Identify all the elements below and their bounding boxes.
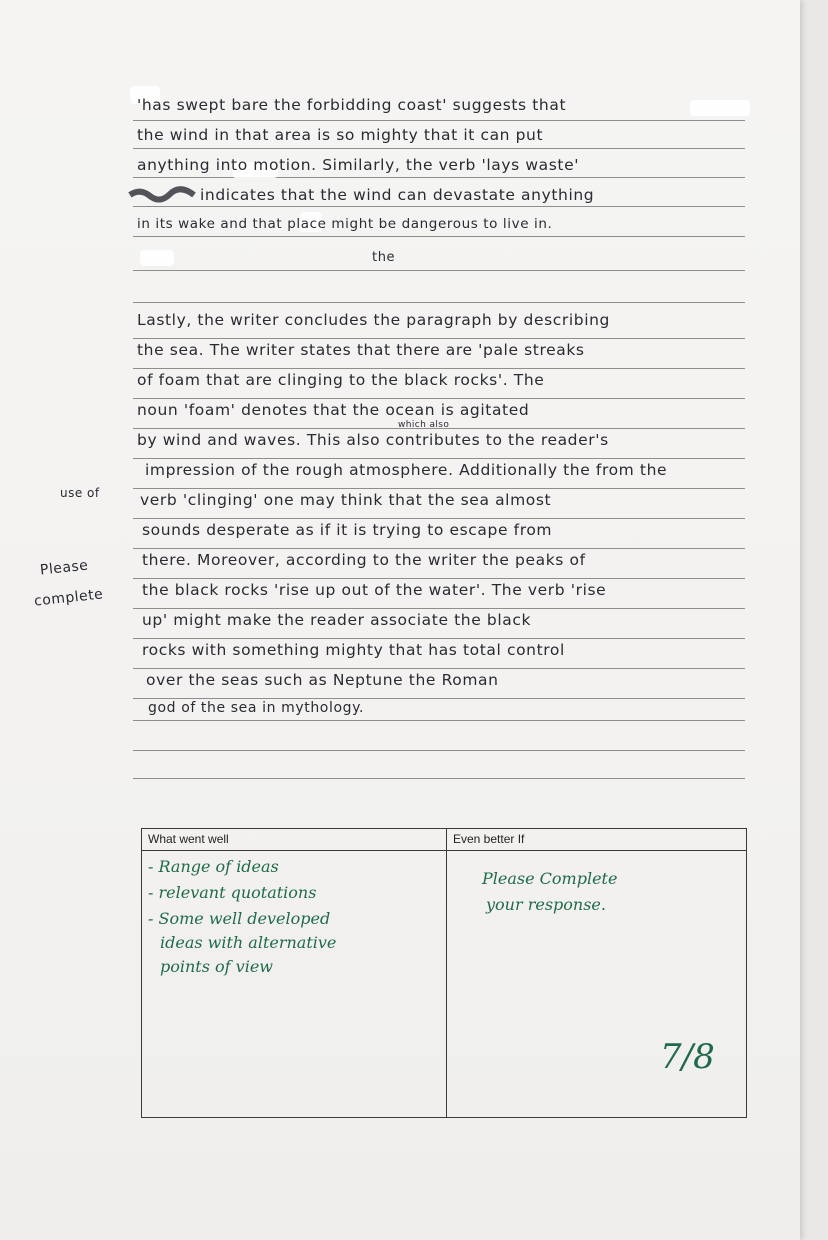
correction-fluid-patch	[690, 100, 750, 116]
essay-line: god of the sea in mythology.	[148, 700, 365, 716]
essay-line: over the seas such as Neptune the Roman	[146, 671, 499, 689]
essay-line: the wind in that area is so mighty that it can put	[137, 126, 544, 144]
essay-line: the black rocks 'rise up out of the water'. The verb 'rise	[142, 581, 607, 599]
essay-line: impression of the rough atmosphere. Additionally the from the	[145, 461, 668, 479]
column-divider	[446, 829, 447, 1117]
www-item: points of view	[160, 957, 273, 976]
essay-line: the sea. The writer states that there are 'pale streaks	[137, 341, 585, 359]
ruled-line	[133, 548, 745, 549]
essay-line: rocks with something mighty that has total control	[142, 641, 565, 659]
ruled-line	[133, 368, 745, 369]
feedback-table	[141, 828, 747, 1118]
margin-note-complete: complete	[33, 586, 105, 610]
score-mark: 7/8	[660, 1037, 715, 1077]
ruled-line	[133, 177, 745, 178]
essay-line: indicates that the wind can devastate anything	[200, 186, 595, 204]
ruled-line	[133, 578, 745, 579]
what-went-well-header: What went well	[142, 829, 446, 851]
even-better-if-header: Even better If	[447, 829, 746, 851]
essay-line: in its wake and that place might be dangerous to live in.	[137, 216, 553, 232]
essay-line: up' might make the reader associate the black	[142, 611, 532, 629]
www-item: - Range of ideas	[148, 857, 279, 876]
essay-line: sounds desperate as if it is trying to escape from	[142, 521, 553, 539]
ruled-line	[133, 488, 745, 489]
margin-note-please: Please	[39, 557, 90, 579]
crossed-out-word	[128, 186, 198, 204]
ruled-line	[133, 206, 745, 207]
ebi-item: your response.	[486, 895, 606, 914]
www-item: - relevant quotations	[148, 883, 317, 902]
ebi-item: Please Complete	[482, 869, 618, 888]
correction-fluid-patch	[140, 250, 174, 266]
www-item: - Some well developed	[148, 909, 331, 928]
essay-line: noun 'foam' denotes that the ocean is agitated	[137, 401, 530, 419]
ruled-line	[133, 398, 745, 399]
essay-line: 'has swept bare the forbidding coast' suggests that	[137, 96, 567, 114]
ruled-line	[133, 638, 745, 639]
essay-line: anything into motion. Similarly, the verb 'lays waste'	[137, 156, 580, 174]
ruled-line	[133, 338, 745, 339]
ruled-line	[133, 458, 745, 459]
ruled-line	[133, 120, 745, 121]
ruled-line	[133, 720, 745, 721]
ruled-line	[133, 270, 745, 271]
ruled-line	[133, 668, 745, 669]
ruled-line	[133, 302, 745, 303]
ruled-line	[133, 750, 745, 751]
ruled-line	[133, 778, 745, 779]
essay-line: verb 'clinging' one may think that the sea almost	[140, 491, 552, 509]
ruled-line	[133, 518, 745, 519]
margin-note-use-of: use of	[60, 486, 100, 500]
inserted-word: the	[372, 250, 396, 265]
www-item: ideas with alternative	[160, 933, 337, 952]
ruled-line	[133, 148, 745, 149]
essay-line: Lastly, the writer concludes the paragraph by describing	[137, 311, 610, 329]
essay-line: there. Moreover, according to the writer the peaks of	[142, 551, 586, 569]
essay-line: of foam that are clinging to the black rocks'. The	[137, 371, 545, 389]
inserted-correction: which also	[398, 420, 450, 430]
ruled-line	[133, 608, 745, 609]
ruled-line	[133, 236, 745, 237]
essay-line: by wind and waves. This also contributes to the reader's	[137, 431, 609, 449]
ruled-line	[133, 698, 745, 699]
